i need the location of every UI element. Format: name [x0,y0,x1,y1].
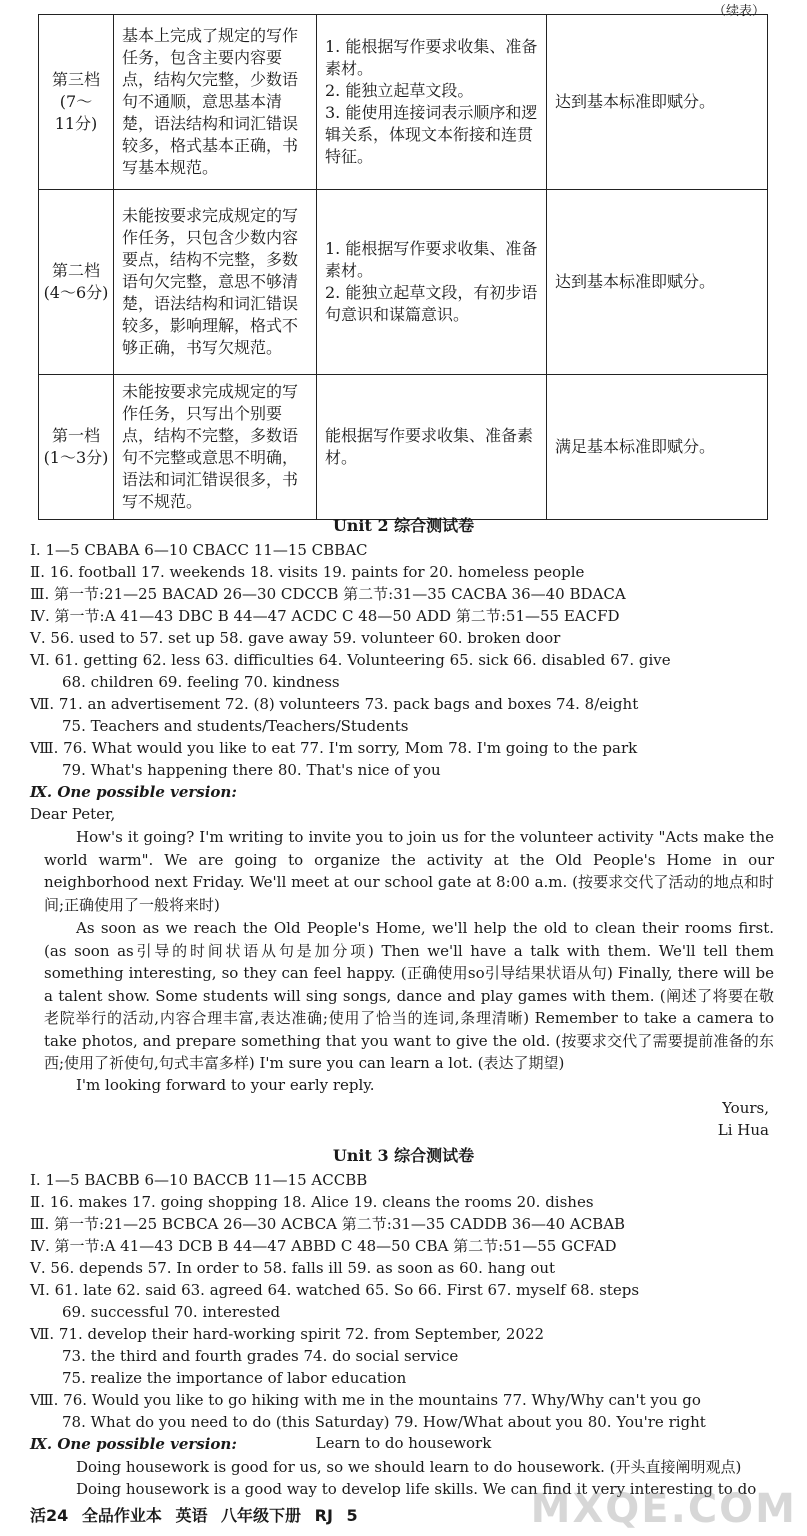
answer-line: 78. What do you need to do (this Saturday) 79. How/What about you 80. You're right [62,1413,706,1431]
answer-line: Ⅱ. 16. football 17. weekends 18. visits 19. paints for 20. homeless people [30,563,585,581]
description-cell: 未能按要求完成规定的写作任务，只包含少数内容要点，结构不完整，多数语句欠完整，意思不够清楚，语法结构和词汇错误较多，影响理解，格式不够正确，书写欠规范。 [114,190,317,375]
salutation: Dear Peter, [30,805,116,823]
letter-closing: Yours, [722,1099,769,1117]
version-label: Ⅸ. One possible version: [30,1435,237,1453]
scoring-rubric-table [38,14,768,520]
answer-line: Ⅴ. 56. used to 57. set up 58. gave away 59. volunteer 60. broken door [30,629,561,647]
grade-level: 八年级下册 [221,1506,302,1525]
book-name: 全品作业本 [81,1506,162,1525]
letter-paragraph: As soon as we reach the Old People's Home, we'll help the old to clean their rooms first. (as soon as引导的时间状语从句是加分项) Then we'll have a talk with them. We'll tell them something interesting, so they can feel happy. (正确使用so引导结果状语从句) Finally, there will be a talent show. Some students will sing songs, dance and play games with them. (阐述了将要在敬老院举行的活动,内容合理丰富,表达准确;使用了恰当的连词,条理清晰) Remember to take a camera to take photos, and prepare something that you want to give the old. (按要求交代了需要提前准备的东西;使用了祈使句,句式丰富多样) I'm sure you can learn a lot. (表达了期望) [44,919,774,1072]
score-cell: 达到基本标准即赋分。 [547,190,768,375]
requirement-cell: 能根据写作要求收集、准备素材。 [317,375,547,520]
edition: RJ [314,1506,333,1525]
grade-cell: 第一档 (1～3分) [39,375,114,520]
letter-paragraph: I'm looking forward to your early reply. [76,1076,375,1094]
answer-line: 73. the third and fourth grades 74. do social service [62,1347,459,1365]
page-number: 活24 [30,1506,69,1525]
answer-line: Ⅳ. 第一节:A 41—43 DCB B 44—47 ABBD C 48—50 CBA 第二节:51—55 GCFAD [30,1237,617,1255]
footer-number: 5 [346,1506,358,1525]
answer-line: Ⅴ. 56. depends 57. In order to 58. falls ill 59. as soon as 60. hang out [30,1259,556,1277]
answer-line: Ⅷ. 76. What would you like to eat 77. I'm sorry, Mom 78. I'm going to the park [30,739,638,757]
answer-line: 75. Teachers and students/Teachers/Students [62,717,409,735]
answer-line: Ⅱ. 16. makes 17. going shopping 18. Alice 19. cleans the rooms 20. dishes [30,1193,594,1211]
answer-line: Ⅷ. 76. Would you like to go hiking with me in the mountains 77. Why/Why can't you go [30,1391,701,1409]
score-cell: 达到基本标准即赋分。 [547,15,768,190]
answer-line: Ⅰ. 1—5 CBABA 6—10 CBACC 11—15 CBBAC [30,541,368,559]
answer-line: 75. realize the importance of labor education [62,1369,407,1387]
unit2-title: Unit 2 综合测试卷 [332,516,475,535]
answer-line: Ⅲ. 第一节:21—25 BCBCA 26—30 ACBCA 第二节:31—35 CADDB 36—40 ACBAB [30,1215,626,1233]
answer-line: 79. What's happening there 80. That's nice of you [62,761,441,779]
rubric-row [39,15,768,190]
version-label: Ⅸ. One possible version: [30,783,237,801]
requirement-cell: 1. 能根据写作要求收集、准备素材。 2. 能独立起草文段。 3. 能使用连接词表示顺序和逻辑关系，体现文本衔接和连贯特征。 [317,15,547,190]
watermark: MXQE.COM [530,1486,797,1532]
answer-line: 69. successful 70. interested [62,1303,281,1321]
answer-line: Ⅶ. 71. develop their hard-working spirit 72. from September, 2022 [30,1325,545,1343]
essay-paragraph: Doing housework is a good way to develop life skills. We can find it very interesting to do [76,1480,757,1498]
answer-line: Ⅵ. 61. getting 62. less 63. difficulties 64. Volunteering 65. sick 66. disabled 67. give [30,651,671,669]
essay-title: Learn to do housework [315,1434,492,1452]
grade-cell: 第二档 (4～6分) [39,190,114,375]
description-cell: 未能按要求完成规定的写作任务，只写出个别要点，结构不完整，多数语句不完整或意思不明确，语法和词汇错误很多，书写不规范。 [114,375,317,520]
requirement-cell: 1. 能根据写作要求收集、准备素材。 2. 能独立起草文段，有初步语句意识和谋篇意识。 [317,190,547,375]
answer-line: Ⅵ. 61. late 62. said 63. agreed 64. watched 65. So 66. First 67. myself 68. steps [30,1281,640,1299]
grade-cell: 第三档 (7～ 11分) [39,15,114,190]
subject: 英语 [175,1506,208,1525]
unit3-title: Unit 3 综合测试卷 [332,1146,475,1165]
letter-signature: Li Hua [717,1121,769,1139]
letter-paragraph: How's it going? I'm writing to invite you to join us for the volunteer activity "Acts make the world warm". We are going to organize the activity at the Old People's Home in our neighborhood next Friday. We'll meet at our school gate at 8:00 a.m. (按要求交代了活动的地点和时间;正确使用了一般将来时) [44,828,774,914]
essay-paragraph: Doing housework is good for us, so we should learn to do housework. (开头直接阐明观点) [76,1458,742,1476]
answer-line: Ⅰ. 1—5 BACBB 6—10 BACCB 11—15 ACCBB [30,1171,368,1189]
answer-line: Ⅶ. 71. an advertisement 72. (8) volunteers 73. pack bags and boxes 74. 8/eight [30,695,639,713]
rubric-row [39,375,768,520]
answer-line: Ⅳ. 第一节:A 41—43 DBC B 44—47 ACDC C 48—50 ADD 第二节:51—55 EACFD [30,607,620,625]
continued-label: （续表） [712,4,765,19]
answer-line: Ⅲ. 第一节:21—25 BACAD 26—30 CDCCB 第二节:31—35 CACBA 36—40 BDACA [30,585,626,603]
rubric-row [39,190,768,375]
answer-line: 68. children 69. feeling 70. kindness [62,673,340,691]
score-cell: 满足基本标准即赋分。 [547,375,768,520]
description-cell: 基本上完成了规定的写作任务，包含主要内容要点，结构欠完整，少数语句不通顺，意思基本清楚，语法结构和词汇错误较多，格式基本正确，书写基本规范。 [114,15,317,190]
page-footer [30,1503,366,1526]
